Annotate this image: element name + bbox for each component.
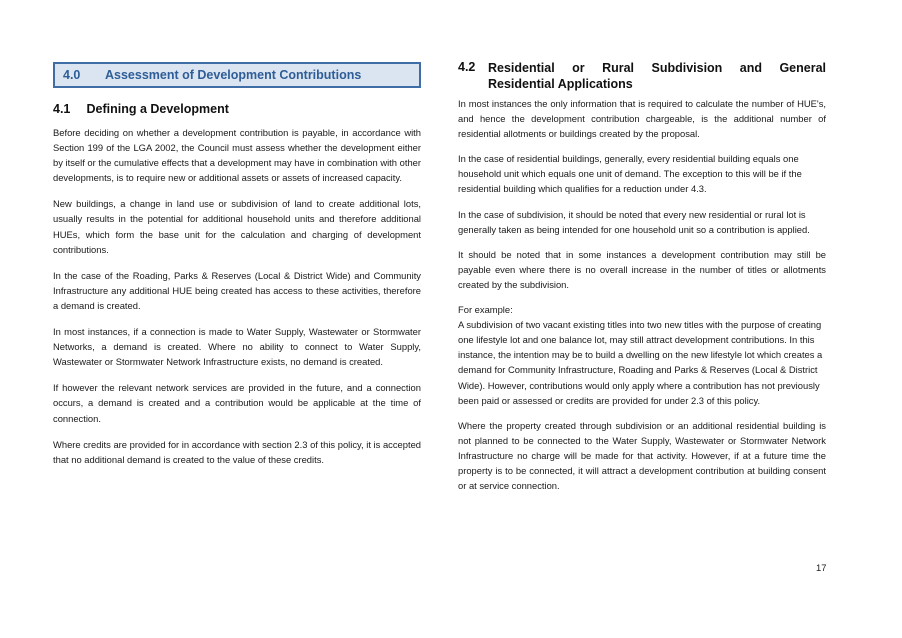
paragraph: In most instances, if a connection is made to Water Supply, Wastewater or Stormwater Networks, a demand is created. Where no ability to connect to Water Supply, Wastewater or Stormwater Network Infrastructure exists, no demand is created. — [53, 326, 421, 368]
paragraph: In the case of subdivision, it should be noted that every new residential or rural lot is generally taken as being intended for one household unit so a contribution is applied. — [458, 208, 810, 235]
paragraph: Where credits are provided for in accordance with section 2.3 of this policy, it is accepted that no additional demand is created to the value of these credits. — [53, 438, 421, 465]
paragraph: In the case of the Roading, Parks & Reserves (Local & District Wide) and Community Infrastructure any additional HUE being created has access to these activities, therefore a demand is created. — [53, 269, 421, 311]
section-banner — [53, 62, 421, 88]
right-column — [458, 60, 826, 493]
subsection-heading-4-1 — [53, 102, 421, 116]
section-number: 4.0 — [63, 68, 81, 82]
section-title: Assessment of Development Contributions — [105, 68, 362, 82]
paragraph: If however the relevant network services are provided in the future, and a connection occurs, a demand is created and a contribution would be applicable at the time of connection. — [53, 382, 421, 424]
paragraph: It should be noted that in some instances a development contribution may still be payable even where there is no overall increase in the number of titles or allotments created by the subdivision. — [458, 248, 826, 290]
left-column — [53, 62, 421, 467]
subsection-title: Defining a Development — [86, 102, 229, 116]
paragraph: In most instances the only information that is required to calculate the number of HUE's, and hence the development contribution chargeable, is the additional number of residential allotments or buildings created by the proposal. — [458, 98, 826, 140]
example-text: A subdivision of two vacant existing titles into two new titles with the purpose of creating one lifestyle lot and one balance lot, may still attract development contributions. In this instance, the intention may be to build a dwelling on the new lifestyle lot which creates a demand for Community Infrastructure, Roading and Parks & Reserves (Local & District Wide). However, contributions would only apply where a contribution has not previously been paid or assessed or credits are provided for under 2.3 of this policy. — [458, 319, 823, 406]
subsection-number: 4.1 — [53, 102, 71, 116]
subsection-number: 4.2 — [458, 60, 476, 74]
paragraph: Before deciding on whether a development contribution is payable, in accordance with Section 199 of the LGA 2002, the Council must assess whether the development either by itself or the cumulative effects that a development may have in combination with other developments, is to require new or additional assets or assets of increased capacity. — [53, 127, 421, 184]
paragraph: Where the property created through subdivision or an additional residential building is not planned to be connected to the Water Supply, Wastewater or Stormwater Network Infrastructure no charge will be made for that activity. However, if at a future time the property is to be connected, it will attract a development contribution at building consent or at service connection. — [458, 419, 826, 492]
paragraph: New buildings, a change in land use or subdivision of land to create additional lots, usually results in the potential for additional household units and therefore additional HUEs, which form the base unit for the calculation and charging of development contributions. — [53, 198, 421, 255]
paragraph: In the case of residential buildings, generally, every residential building equals one household unit which equals one unit of demand. The exception to this will be if the residential building which qualifies for a reduction under 4.3. — [458, 153, 802, 195]
subsection-title: Residential or Rural Subdivision and General Residential Applications — [488, 61, 826, 91]
example-label: For example: — [458, 304, 513, 316]
page-number: 17 — [816, 562, 827, 573]
subsection-heading-4-2 — [458, 60, 826, 92]
